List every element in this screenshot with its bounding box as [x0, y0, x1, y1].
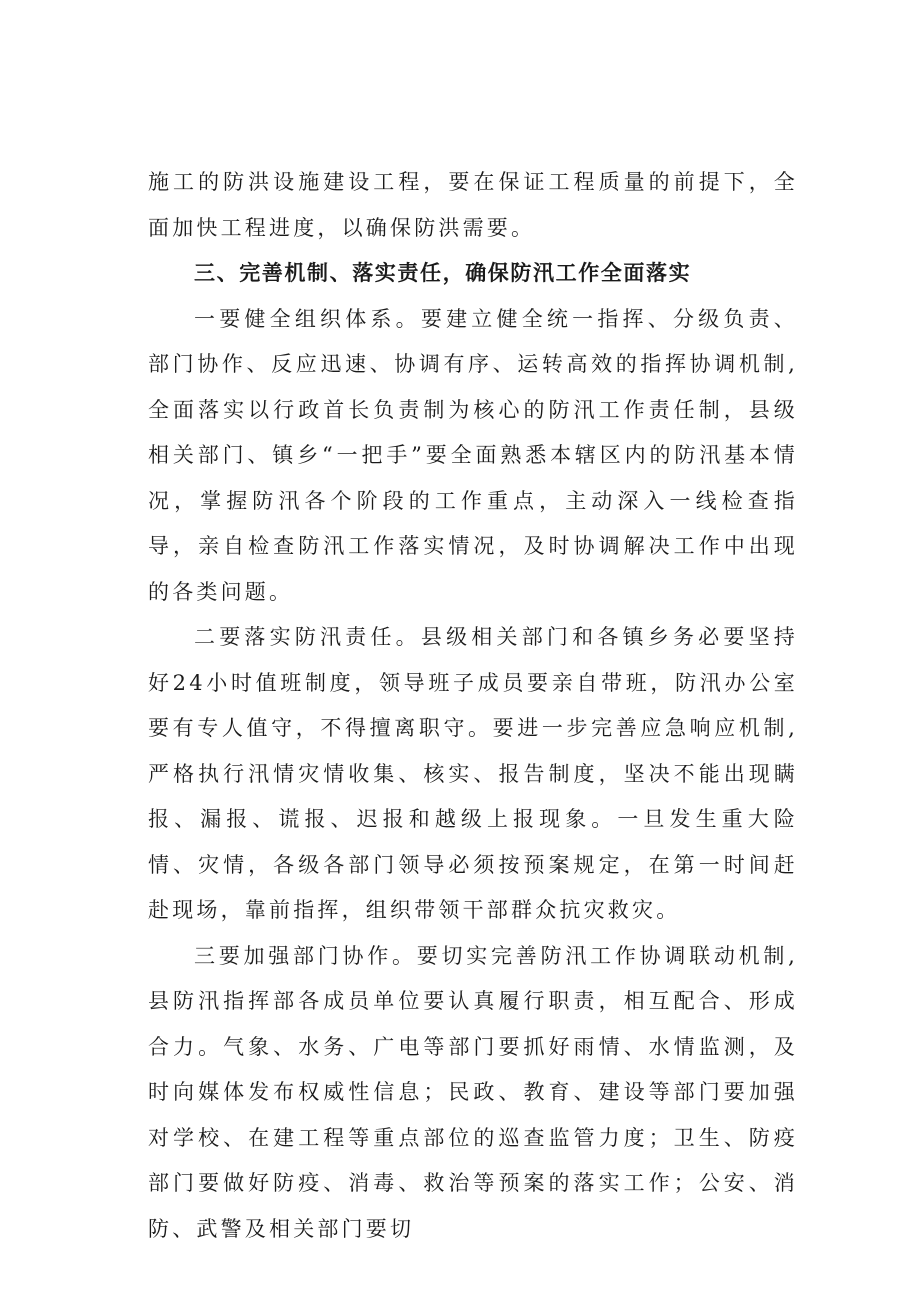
paragraph-continuation: 施工的防洪设施建设工程，要在保证工程质量的前提下，全面加快工程进度，以确保防洪需要。 — [148, 170, 798, 240]
document-body — [148, 160, 798, 1252]
paragraph-coordination: 三要加强部门协作。要切实完善防汛工作协调联动机制,县防汛指挥部各成员单位要认真履行职责，相互配合、形成合力。气象、水务、广电等部门要抓好雨情、水情监测，及时向媒体发布权威性信息；民政、教育、建设等部门要加强对学校、在建工程等重点部位的巡查监管力度；卫生、防疫部门要做好防疫、消毒、救治等预案的落实工作；公安、消防、武警及相关部门要切 — [148, 943, 798, 1241]
paragraph-organization: 一要健全组织体系。要建立健全统一指挥、分级负责、部门协作、反应迅速、协调有序、运转高效的指挥协调机制,全面落实以行政首长负责制为核心的防汛工作责任制，县级相关部门、镇乡“一把手”要全面熟悉本辖区内的防汛基本情况，掌握防汛各个阶段的工作重点，主动深入一线检查指导，亲自检查防汛工作落实情况，及时协调解决工作中出现的各类问题。 — [148, 306, 798, 604]
paragraph-responsibility: 二要落实防汛责任。县级相关部门和各镇乡务必要坚持好24小时值班制度，领导班子成员要亲自带班，防汛办公室要有专人值守，不得擅离职守。要进一步完善应急响应机制,严格执行汛情灾情收集、核实、报告制度，坚决不能出现瞒报、漏报、谎报、迟报和越级上报现象。一旦发生重大险情、灾情，各级各部门领导必须按预案规定，在第一时间赶赴现场，靠前指挥，组织带领干部群众抗灾救灾。 — [148, 625, 798, 922]
section-heading: 三、完善机制、落实责任，确保防汛工作全面落实 — [194, 261, 692, 285]
